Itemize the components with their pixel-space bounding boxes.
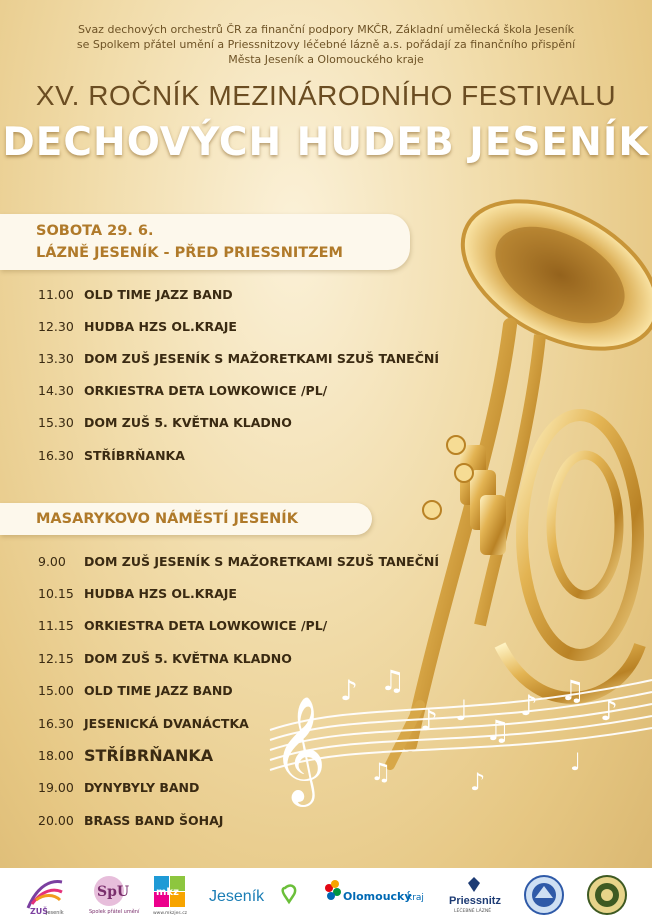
schedule-row (38, 610, 478, 642)
logo-jesenik (209, 880, 301, 910)
intro-line-1: Svaz dechových orchestrů ČR za finanční podpory MKČR, Základní umělecká škola Jeseník (77, 23, 575, 36)
svg-text:♫: ♫ (485, 714, 511, 747)
schedule-row (38, 804, 478, 836)
schedule-row (38, 278, 478, 310)
sponsor-footer (0, 868, 652, 922)
logo-priessnitz (446, 874, 502, 916)
schedule-a (38, 278, 478, 471)
schedule-time: 11.00 (38, 286, 74, 302)
schedule-act: DYNYBYLY BAND (84, 780, 200, 796)
schedule-time: 14.30 (38, 383, 74, 399)
schedule-time: 12.15 (38, 650, 74, 666)
schedule-act: OLD TIME JAZZ BAND (84, 286, 233, 302)
schedule-time: 12.30 (38, 318, 74, 334)
logo-spolek-pratel-umeni (87, 874, 140, 916)
svg-text:♪: ♪ (520, 689, 538, 722)
schedule-act: DOM ZUŠ JESENÍK S MAŽORETKAMI SZUŠ TANEČNÍ (84, 350, 439, 366)
schedule-time: 18.00 (38, 748, 74, 764)
schedule-time: 16.30 (38, 447, 74, 463)
svg-text:♩: ♩ (570, 748, 582, 776)
svg-text:ZUŠ: ZUŠ (30, 907, 49, 916)
schedule-time: 11.15 (38, 618, 74, 634)
svg-text:♪: ♪ (420, 704, 438, 737)
section-b-venue: MASARYKOVO NÁMĚSTÍ JESENÍK (36, 511, 298, 527)
svg-text:www.mkzjes.cz: www.mkzjes.cz (152, 911, 187, 916)
schedule-act: JESENICKÁ DVANÁCTKA (84, 715, 249, 731)
schedule-act: ORKIESTRA DETA LOWKOWICE /PL/ (84, 618, 328, 634)
section-a-banner (0, 214, 410, 270)
intro-line-2: se Spolkem přátel umění a Priessnitzovy léčebné lázně a.s. pořádají za finančního přispění (76, 38, 576, 51)
intro-line-3: Města Jeseník a Olomouckého kraje (228, 53, 424, 66)
svg-text:Olomoucký: Olomoucký (343, 890, 412, 903)
svg-text:𝄞: 𝄞 (272, 695, 327, 802)
schedule-row-headliner (38, 739, 478, 771)
schedule-act: DOM ZUŠ JESENÍK S MAŽORETKAMI SZUŠ TANEČNÍ (84, 553, 439, 569)
schedule-time: 20.00 (38, 812, 74, 828)
schedule-row (38, 642, 478, 674)
svg-text:Priessnitz: Priessnitz (449, 895, 502, 907)
logo-olomoucky-kraj (321, 878, 425, 912)
svg-text:mkz: mkz (155, 887, 179, 898)
logo-zus (24, 874, 66, 916)
headline-festival: DECHOVÝCH HUDEB JESENÍK (2, 120, 650, 165)
svg-text:♪: ♪ (470, 768, 486, 796)
schedule-time: 15.00 (38, 683, 74, 699)
schedule-act: DOM ZUŠ 5. KVĚTNA KLADNO (84, 415, 292, 431)
svg-text:♫: ♫ (560, 674, 586, 707)
section-b-banner (0, 503, 372, 535)
logo-badge-blue (523, 874, 565, 916)
svg-text:LÉČEBNÉ LÁZNĚ: LÉČEBNÉ LÁZNĚ (454, 909, 492, 914)
headline-edition: XV. ROČNÍK MEZINÁRODNÍHO FESTIVALU (35, 80, 617, 111)
schedule-act: HUDBA HZS OL.KRAJE (84, 586, 237, 602)
schedule-act: STŘÍBRŇANKA (84, 447, 185, 463)
schedule-row (38, 375, 478, 407)
logo-mkz (152, 874, 188, 916)
schedule-row (38, 439, 478, 471)
schedule-time: 19.00 (38, 780, 74, 796)
svg-text:Jeseník: Jeseník (46, 910, 65, 916)
schedule-time: 16.30 (38, 715, 74, 731)
schedule-act: STŘÍBRŇANKA (84, 746, 214, 766)
svg-text:♪: ♪ (340, 674, 358, 707)
svg-text:Spolek přátel umění: Spolek přátel umění (89, 909, 140, 915)
svg-text:♫: ♫ (380, 664, 406, 697)
intro-text (40, 22, 612, 67)
schedule-row (38, 342, 478, 374)
schedule-time: 13.30 (38, 350, 74, 366)
logo-badge-green (586, 874, 628, 916)
section-a-date: SOBOTA 29. 6. (36, 223, 154, 239)
schedule-act: OLD TIME JAZZ BAND (84, 683, 233, 699)
schedule-b (38, 545, 478, 837)
schedule-row (38, 675, 478, 707)
svg-text:SpU: SpU (97, 884, 130, 900)
schedule-row (38, 407, 478, 439)
svg-text:kraj: kraj (407, 893, 425, 903)
schedule-row (38, 310, 478, 342)
schedule-act: BRASS BAND ŠOHAJ (84, 812, 224, 828)
schedule-row (38, 707, 478, 739)
schedule-time: 9.00 (38, 553, 66, 569)
section-a-venue: LÁZNĚ JESENÍK - PŘED PRIESSNITZEM (36, 245, 343, 261)
schedule-row (38, 772, 478, 804)
svg-text:Jeseník: Jeseník (208, 888, 264, 905)
schedule-time: 10.15 (38, 586, 74, 602)
schedule-time: 15.30 (38, 415, 74, 431)
schedule-act: HUDBA HZS OL.KRAJE (84, 318, 237, 334)
schedule-act: ORKIESTRA DETA LOWKOWICE /PL/ (84, 383, 328, 399)
svg-text:♪: ♪ (600, 694, 618, 727)
svg-text:♩: ♩ (455, 694, 469, 727)
schedule-row (38, 577, 478, 609)
schedule-act: DOM ZUŠ 5. KVĚTNA KLADNO (84, 650, 292, 666)
schedule-row (38, 545, 478, 577)
svg-text:♫: ♫ (370, 758, 392, 786)
